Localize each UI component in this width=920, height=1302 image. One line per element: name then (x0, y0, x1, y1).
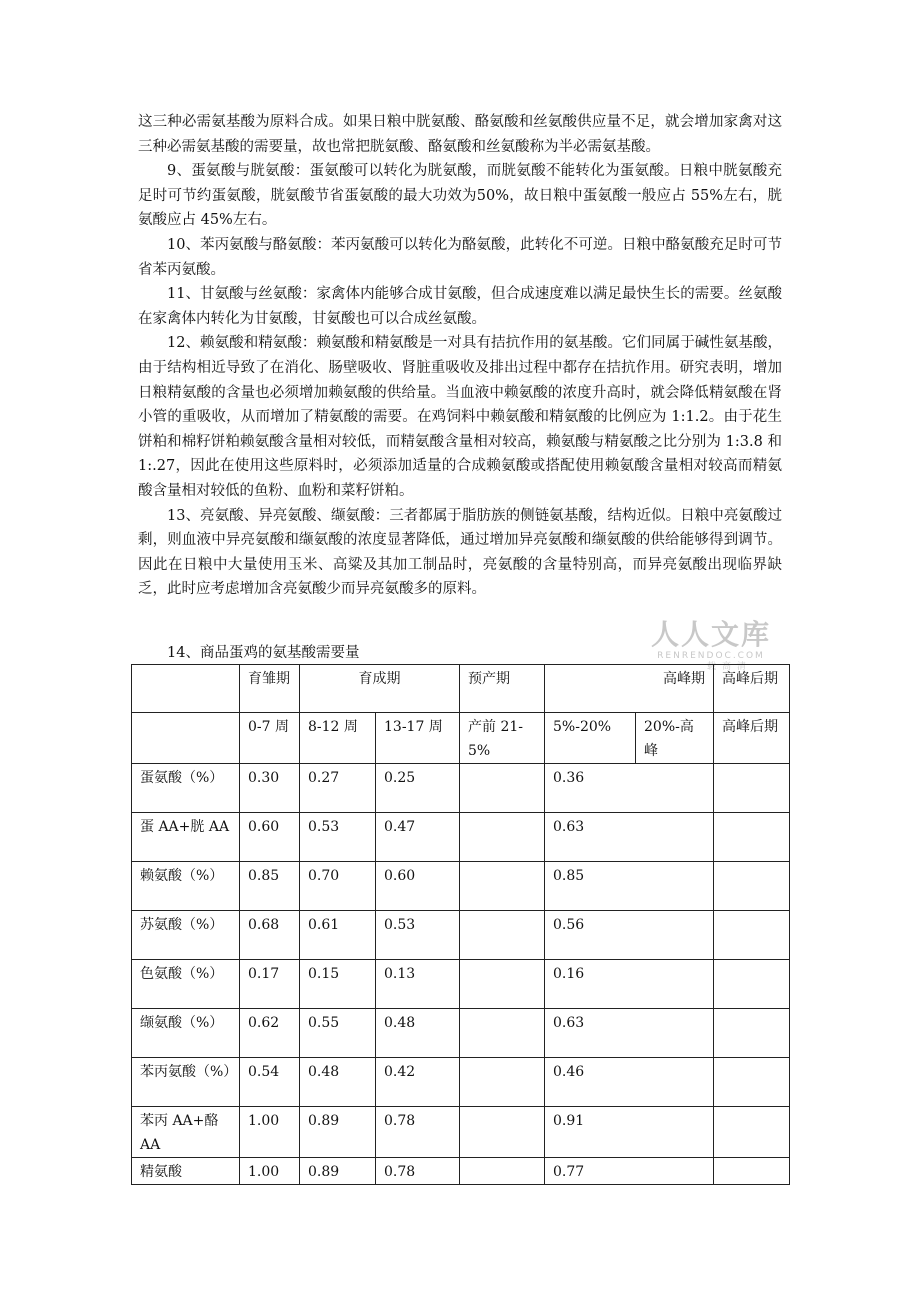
header-cell: 13-17 周 (376, 713, 460, 764)
paragraph-9: 9、蛋氨酸与胱氨酸：蛋氨酸可以转化为胱氨酸，而胱氨酸不能转化为蛋氨酸。日粮中胱氨酸充足时可节约蛋氨酸，胱氨酸节省蛋氨酸的最大功效为50%，故日粮中蛋氨酸一般应占 55%左右，胱氨酸应占 45%左右。 (138, 163, 782, 229)
table-cell: 0.77 (545, 1158, 714, 1185)
table-cell: 0.46 (545, 1058, 714, 1107)
row-label: 精氨酸 (132, 1158, 240, 1185)
table-cell: 0.30 (240, 764, 300, 813)
table-cell (714, 911, 790, 960)
table-cell: 0.17 (240, 960, 300, 1009)
row-label: 赖氨酸（%） (132, 862, 240, 911)
table-cell: 0.63 (545, 813, 714, 862)
header-cell: 产前 21-5% (460, 713, 545, 764)
table-cell: 0.91 (545, 1107, 714, 1158)
table-row (132, 911, 790, 960)
table-cell (460, 1009, 545, 1058)
table-cell (460, 764, 545, 813)
paragraph-continued: 这三种必需氨基酸为原料合成。如果日粮中胱氨酸、酪氨酸和丝氨酸供应量不足，就会增加家禽对这三种必需氨基酸的需要量，故也常把胱氨酸、酪氨酸和丝氨酸称为半必需氨基酸。 (138, 114, 782, 155)
row-label: 苯丙 AA+酪 AA (132, 1107, 240, 1158)
paragraph-11: 11、甘氨酸与丝氨酸：家禽体内能够合成甘氨酸，但合成速度难以满足最快生长的需要。丝氨酸在家禽体内转化为甘氨酸，甘氨酸也可以合成丝氨酸。 (138, 286, 782, 327)
header-cell: 8-12 周 (300, 713, 376, 764)
amino-acid-table (131, 664, 790, 1185)
table-cell (714, 960, 790, 1009)
table-cell: 0.53 (300, 813, 376, 862)
body-text (138, 110, 782, 602)
table-cell (714, 1009, 790, 1058)
row-label: 缬氨酸（%） (132, 1009, 240, 1058)
table-cell (714, 1107, 790, 1158)
paragraph-12: 12、赖氨酸和精氨酸：赖氨酸和精氨酸是一对具有拮抗作用的氨基酸。它们同属于碱性氨基酸，由于结构相近导致了在消化、肠壁吸收、肾脏重吸收及排出过程中都存在拮抗作用。研究表明，增加日粮精氨酸的含量也必须增加赖氨酸的供给量。当血液中赖氨酸的浓度升高时，就会降低精氨酸在肾小管的重吸收，从而增加了精氨酸的需要。在鸡饲料中赖氨酸和精氨酸的比例应为 1:1.2。由于花生饼粕和棉籽饼粕赖氨酸含量相对较低，而精氨酸含量相对较高，赖氨酸与精氨酸之比分别为 1:3.8 和 1:.27，因此在使用这些原料时，必须添加适量的合成赖氨酸或搭配使用赖氨酸含量相对较高而精氨酸含量相对较低的鱼粉、血粉和菜籽饼粕。 (138, 335, 782, 499)
table-cell (460, 960, 545, 1009)
row-label: 蛋氨酸（%） (132, 764, 240, 813)
table-row (132, 1107, 790, 1158)
table-cell (460, 862, 545, 911)
table-cell: 0.53 (376, 911, 460, 960)
table-row (132, 764, 790, 813)
table-cell: 0.62 (240, 1009, 300, 1058)
table-title: 14、商品蛋鸡的氨基酸需要量 (167, 645, 360, 661)
table-cell: 0.47 (376, 813, 460, 862)
header-cell: 5%-20% (545, 713, 636, 764)
table-cell: 0.78 (376, 1107, 460, 1158)
table-cell (714, 764, 790, 813)
table-cell: 0.15 (300, 960, 376, 1009)
table-cell: 0.60 (240, 813, 300, 862)
table-cell: 0.16 (545, 960, 714, 1009)
table-cell: 0.89 (300, 1107, 376, 1158)
table-cell (460, 1058, 545, 1107)
header-cell: 20%-高峰 (636, 713, 714, 764)
table-cell: 0.78 (376, 1158, 460, 1185)
header-corner-cell (132, 713, 240, 764)
table-header-row-2 (132, 713, 790, 764)
table-row (132, 1058, 790, 1107)
table-row (132, 862, 790, 911)
table-cell: 1.00 (240, 1107, 300, 1158)
table-row (132, 1158, 790, 1185)
header-cell: 0-7 周 (240, 713, 300, 764)
table-cell: 0.89 (300, 1158, 376, 1185)
table-cell (714, 1058, 790, 1107)
table-cell (460, 911, 545, 960)
header-cell: 高峰后期 (714, 665, 790, 713)
table-cell (714, 862, 790, 911)
paragraph-10: 10、苯丙氨酸与酪氨酸：苯丙氨酸可以转化为酪氨酸，此转化不可逆。日粮中酪氨酸充足时可节省苯丙氨酸。 (138, 236, 782, 278)
table-cell: 0.70 (300, 862, 376, 911)
table-cell: 0.13 (376, 960, 460, 1009)
table-cell: 0.42 (376, 1058, 460, 1107)
watermark-sub-text: RENRENDOC.COM (657, 651, 765, 661)
table-cell: 0.68 (240, 911, 300, 960)
table-row (132, 813, 790, 862)
table-cell: 0.25 (376, 764, 460, 813)
row-label: 蛋 AA+胱 AA (132, 813, 240, 862)
table-cell (714, 1158, 790, 1185)
table-row (132, 960, 790, 1009)
header-corner-cell (132, 665, 240, 713)
paragraph-13: 13、亮氨酸、异亮氨酸、缬氨酸：三者都属于脂肪族的侧链氨基酸，结构近似。日粮中亮氨酸过剩，则血液中异亮氨酸和缬氨酸的浓度显著降低，通过增加异亮氨酸和缬氨酸的供给能够得到调节。因此在日粮中大量使用玉米、高粱及其加工制品时，亮氨酸的含量特别高，而异亮氨酸出现临界缺乏，此时应考虑增加含亮氨酸少而异亮氨酸多的原料。 (138, 507, 782, 598)
table-cell: 1.00 (240, 1158, 300, 1185)
header-cell: 育成期 (300, 665, 460, 713)
table-cell: 0.63 (545, 1009, 714, 1058)
table-cell (460, 813, 545, 862)
table-cell: 0.27 (300, 764, 376, 813)
table-cell: 0.48 (376, 1009, 460, 1058)
table-cell: 0.56 (545, 911, 714, 960)
watermark-main-text: 人人文库 (650, 618, 771, 651)
table-cell (460, 1107, 545, 1158)
table-cell (460, 1158, 545, 1185)
row-label: 苯丙氨酸（%） (132, 1058, 240, 1107)
table-cell: 0.61 (300, 911, 376, 960)
table-cell: 0.60 (376, 862, 460, 911)
table-cell: 0.54 (240, 1058, 300, 1107)
header-cell: 高峰后期 (714, 713, 790, 764)
table-cell: 0.48 (300, 1058, 376, 1107)
row-label: 色氨酸（%） (132, 960, 240, 1009)
header-cell: 高峰期 (545, 665, 714, 713)
table-row (132, 1009, 790, 1058)
table-cell: 0.36 (545, 764, 714, 813)
header-cell: 预产期 (460, 665, 545, 713)
table-cell: 0.85 (240, 862, 300, 911)
header-cell: 育雏期 (240, 665, 300, 713)
table-header-row-1 (132, 665, 790, 713)
row-label: 苏氨酸（%） (132, 911, 240, 960)
table-cell: 0.55 (300, 1009, 376, 1058)
table-cell: 0.85 (545, 862, 714, 911)
table-cell (714, 813, 790, 862)
watermark-sub2-text: 载高清 (706, 662, 752, 672)
